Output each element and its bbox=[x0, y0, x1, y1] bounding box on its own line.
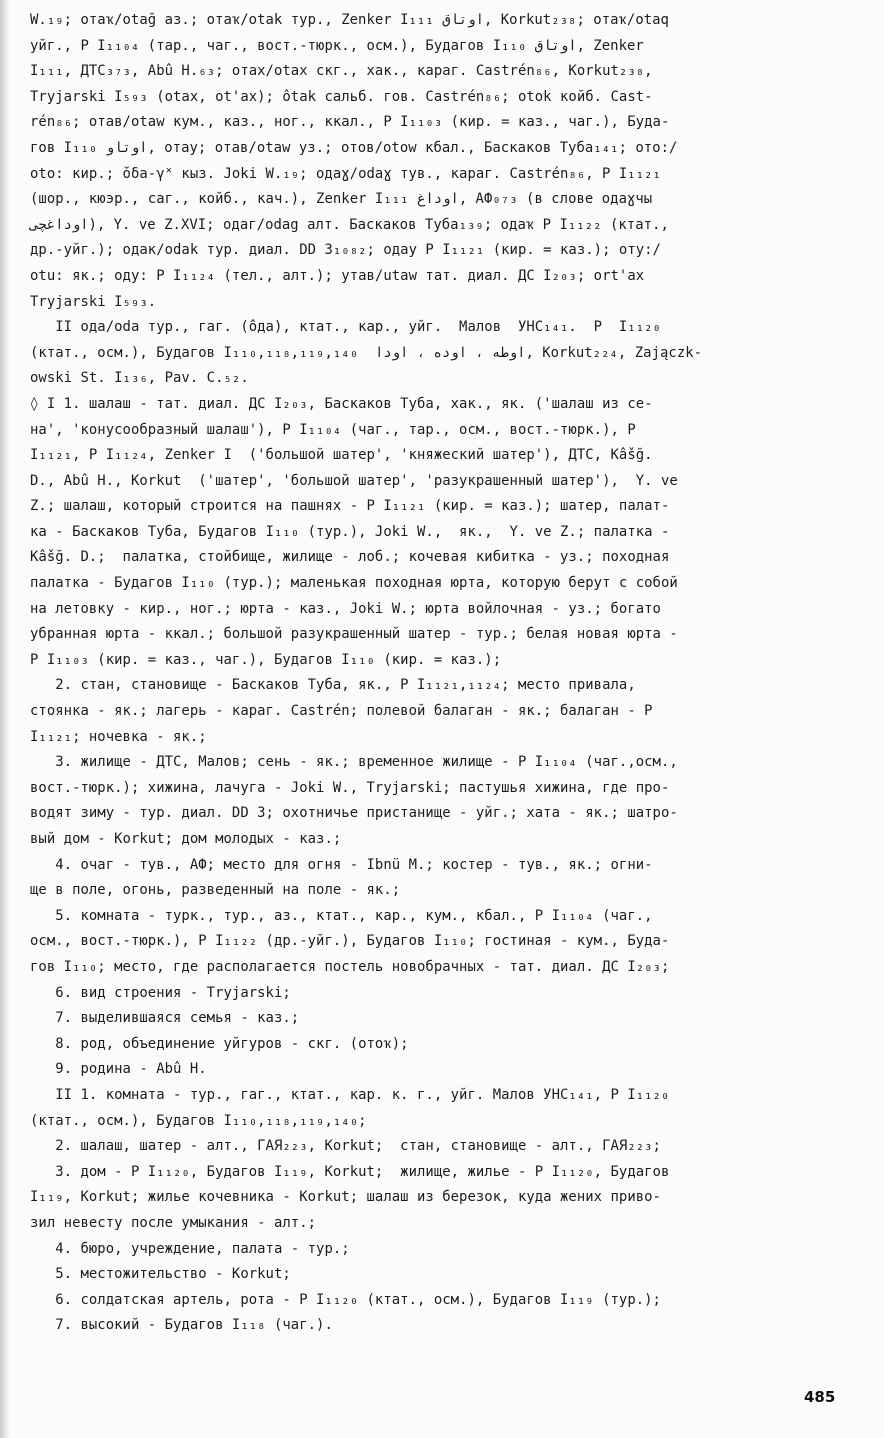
text-line: II ода/oda тур., гаг. (ôда), ктат., кар., уйг. Малов УНС₁₄₁. Р I₁₁₂₀ bbox=[30, 319, 661, 336]
text-line: убранная юрта - ккал.; большой разукрашенный шатер - тур.; белая новая юрта - bbox=[30, 626, 678, 643]
text-line: гов I₁₁₀; место, где располагается постель новобрачных - тат. диал. ДС I₂₀₃; bbox=[30, 958, 670, 975]
dictionary-page-text bbox=[30, 8, 848, 1339]
text-line: др.-уйг.); одак/odak тур. диал. DD 3₁₀₈₂; одау Р I₁₁₂₁ (кир. = каз.); оту:/ bbox=[30, 242, 661, 259]
text-line: D., Abû H., Korkut ('шатер', 'большой шатер', 'разукрашенный шатер'), Y. ve bbox=[30, 472, 678, 489]
text-line: (ктат., осм.), Будагов I₁₁₀,₁₁₈,₁₁₉,₁₄₀ اوطه ، اوده ، اودا, Korkut₂₂₄, Zajączk- bbox=[30, 344, 703, 361]
text-line: (ктат., осм.), Будагов I₁₁₀,₁₁₈,₁₁₉,₁₄₀; bbox=[30, 1112, 367, 1129]
text-line: oto: кир.; ŏδa-γ˟ кыз. Joki W.₁₉; одаɣ/odaɣ тув., караг. Castrén₈₆, Р I₁₁₂₁ bbox=[30, 165, 661, 182]
text-line: Tryjarski I₅₉₃ (otax, ot'ax); ôtak сальб. гов. Castrén₈₆; otok койб. Cast- bbox=[30, 88, 653, 105]
text-line: 4. очаг - тув., АФ; место для огня - Ibnü M.; костер - тув., як.; огни- bbox=[30, 856, 653, 873]
text-line: II 1. комната - тур., гаг., ктат., кар. к. г., уйг. Малов УНС₁₄₁, Р I₁₁₂₀ bbox=[30, 1086, 670, 1103]
text-line: 5. местожительство - Korkut; bbox=[30, 1266, 291, 1283]
text-line: W.₁₉; отаҡ/otağ аз.; отаҡ/otak тур., Zenker I₁₁₁ اوتاق, Korkut₂₃₈; отаҡ/otaq bbox=[30, 12, 669, 28]
text-line: вый дом - Korkut; дом молодых - каз.; bbox=[30, 831, 342, 847]
text-line: 7. высокий - Будагов I₁₁₈ (чаг.). bbox=[30, 1317, 333, 1334]
text-line: 8. род, объединение уйгуров - скг. (отоҡ); bbox=[30, 1035, 409, 1052]
text-line: rén₈₆; отав/otaw кум., каз., ног., ккал., Р I₁₁₀₃ (кир. = каз., чаг.), Буда- bbox=[30, 114, 670, 131]
text-line: на летовку - кир., ног.; юрта - каз., Joki W.; юрта войлочная - уз.; богато bbox=[30, 600, 661, 617]
text-line: Kâšğ. D.; палатка, стойбище, жилище - лоб.; кочевая кибитка - уз.; походная bbox=[30, 549, 670, 566]
text-line: вост.-тюрк.); хижина, лачуга - Joki W., Tryjarski; пастушья хижина, где про- bbox=[30, 779, 670, 796]
text-line: اوداغچى), Y. ve Z.XVI; одаг/odag алт. Баскаков Туба₁₃₉; одаҡ Р I₁₁₂₂ (ктат., bbox=[30, 216, 669, 233]
text-line: 9. родина - Abû H. bbox=[30, 1061, 207, 1078]
text-line: 6. вид строения - Tryjarski; bbox=[30, 984, 291, 1001]
text-line: осм., вост.-тюрк.), Р I₁₁₂₂ (др.-уйг.), Будагов I₁₁₀; гостиная - кум., Буда- bbox=[30, 933, 670, 950]
text-line: на', 'конусообразный шалаш'), Р I₁₁₀₄ (чаг., тар., осм., вост.-тюрк.), Р bbox=[30, 421, 636, 438]
text-line: зил невесту после умыкания - алт.; bbox=[30, 1214, 317, 1231]
text-line: I₁₁₉, Korkut; жилье кочевника - Korkut; шалаш из березок, куда жених приво- bbox=[30, 1189, 661, 1206]
text-line: owski St. I₁₃₆, Pav. C.₅₂. bbox=[30, 370, 249, 387]
text-line: гов I₁₁₀ اوتاو, отау; отав/otaw уз.; отов/otow кбал., Баскаков Туба₁₄₁; ото:/ bbox=[30, 139, 678, 156]
text-line: ка - Баскаков Туба, Будагов I₁₁₀ (тур.), Joki W., як., Y. ve Z.; палатка - bbox=[30, 523, 670, 540]
text-line: 2. шалаш, шатер - алт., ГАЯ₂₂₃, Korkut; стан, становище - алт., ГАЯ₂₂₃; bbox=[30, 1138, 661, 1155]
text-line: Р I₁₁₀₃ (кир. = каз., чаг.), Будагов I₁₁₀ (кир. = каз.); bbox=[30, 651, 502, 668]
text-line: 4. бюро, учреждение, палата - тур.; bbox=[30, 1240, 350, 1257]
text-line: 2. стан, становище - Баскаков Туба, як., Р I₁₁₂₁,₁₁₂₄; место привала, bbox=[30, 677, 636, 694]
text-line: ще в поле, огонь, разведенный на поле - як.; bbox=[30, 882, 401, 899]
text-line: (шор., кюэр., саг., койб., кач.), Zenker I₁₁₁ اوداغ, АФ₀₇₃ (в слове одаɣчы bbox=[30, 191, 653, 208]
text-line: otu: як.; оду: Р I₁₁₂₄ (тел., алт.); утав/utaw тат. диал. ДС I₂₀₃; ort'ax bbox=[30, 267, 645, 284]
text-line: палатка - Будагов I₁₁₀ (тур.); маленькая походная юрта, которую берут с собой bbox=[30, 575, 678, 592]
text-line: Z.; шалаш, который строится на пашнях - Р I₁₁₂₁ (кир. = каз.); шатер, палат- bbox=[30, 498, 670, 515]
text-line: 3. дом - Р I₁₁₂₀, Будагов I₁₁₉, Korkut; жилище, жилье - Р I₁₁₂₀, Будагов bbox=[30, 1163, 670, 1180]
text-line: 7. выделившаяся семья - каз.; bbox=[30, 1010, 300, 1027]
text-line: уйг., Р I₁₁₀₄ (тар., чаг., вост.-тюрк., осм.), Будагов I₁₁₀ اوتاق, Zenker bbox=[30, 37, 644, 54]
scan-edge-shadow bbox=[0, 0, 10, 1438]
text-line: водят зиму - тур. диал. DD 3; охотничье пристанище - уйг.; хата - як.; шатро- bbox=[30, 805, 678, 822]
text-line: стоянка - як.; лагерь - караг. Castrén; полевой балаган - як.; балаган - Р bbox=[30, 703, 653, 720]
text-line: ◊ I 1. шалаш - тат. диал. ДС I₂₀₃, Баскаков Туба, хак., як. ('шалаш из се- bbox=[30, 395, 653, 412]
text-line: 3. жилище - ДТС, Малов; сень - як.; временное жилище - Р I₁₁₀₄ (чаг.,осм., bbox=[30, 754, 678, 771]
text-line: 6. солдатская артель, рота - Р I₁₁₂₀ (ктат., осм.), Будагов I₁₁₉ (тур.); bbox=[30, 1291, 661, 1308]
text-line: I₁₁₂₁, Р I₁₁₂₄, Zenker I ('большой шатер', 'княжеский шатер'), ДТС, Kâšğ. bbox=[30, 447, 653, 464]
text-line: I₁₁₁, ДТС₃₇₃, Abû H.₆₃; отах/otax скг., хак., караг. Castrén₈₆, Korkut₂₃₈, bbox=[30, 63, 653, 80]
text-line: Tryjarski I₅₉₃. bbox=[30, 293, 157, 310]
text-line: 5. комната - туpк., тур., аз., ктат., кар., кум., кбал., Р I₁₁₀₄ (чаг., bbox=[30, 907, 653, 924]
text-line: I₁₁₂₁; ночевка - як.; bbox=[30, 728, 207, 745]
page-number: 485 bbox=[804, 1388, 836, 1406]
